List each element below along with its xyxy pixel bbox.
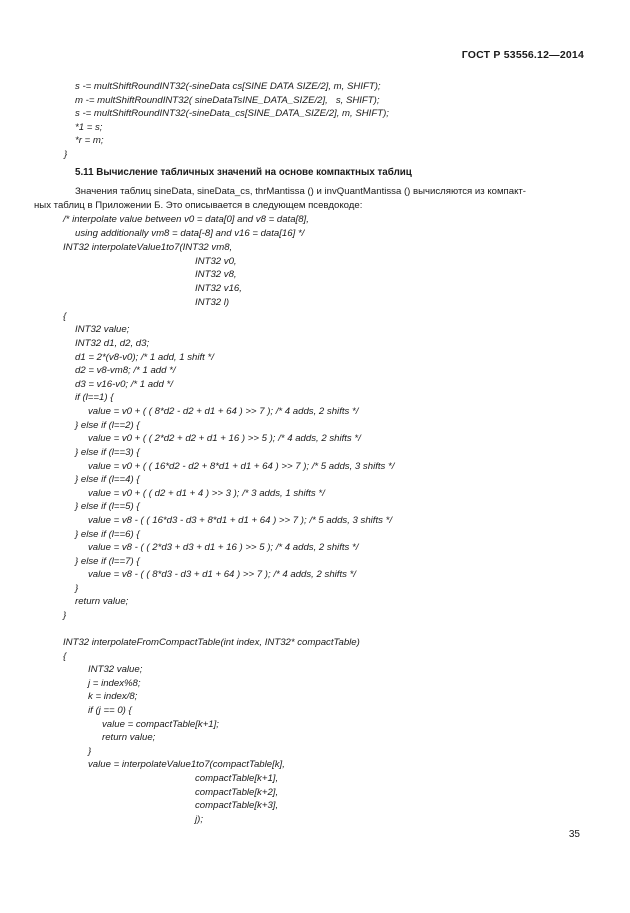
code-line: } else if (l==5) { xyxy=(75,501,140,512)
code-line: value = v0 + ( ( 8*d2 - d2 + d1 + 64 ) >> 7 ); /* 4 adds, 2 shifts */ xyxy=(88,406,359,417)
code-line: d3 = v16-v0; /* 1 add */ xyxy=(75,379,173,390)
paragraph-line: ных таблиц в Приложении Б. Это описывается в следующем псевдокоде: xyxy=(34,200,363,211)
document-header-standard: ГОСТ Р 53556.12—2014 xyxy=(461,49,584,61)
code-line: { xyxy=(63,651,67,662)
code-line: value = v0 + ( ( d2 + d1 + 4 ) >> 3 ); /* 3 adds, 1 shifts */ xyxy=(88,488,325,499)
code-line: } else if (l==7) { xyxy=(75,556,140,567)
code-line: INT32 value; xyxy=(88,664,143,675)
code-line: if (j == 0) { xyxy=(88,705,132,716)
code-line: INT32 l) xyxy=(195,297,230,308)
code-line: } xyxy=(88,746,92,757)
code-line: *r = m; xyxy=(75,135,104,146)
code-line: /* interpolate value between v0 = data[0] and v8 = data[8], xyxy=(63,214,309,225)
code-line: INT32 v8, xyxy=(195,269,237,280)
code-line: } else if (l==6) { xyxy=(75,529,140,540)
code-line: value = compactTable[k+1]; xyxy=(102,719,219,730)
code-line: } else if (l==3) { xyxy=(75,447,140,458)
code-line: } else if (l==2) { xyxy=(75,420,140,431)
code-line: INT32 interpolateValue1to7(INT32 vm8, xyxy=(63,242,233,253)
code-line: { xyxy=(63,311,67,322)
code-line: INT32 v16, xyxy=(195,283,242,294)
code-line: value = v0 + ( ( 2*d2 + d2 + d1 + 16 ) >> 5 ); /* 4 adds, 2 shifts */ xyxy=(88,433,361,444)
section-heading: 5.11 Вычисление табличных значений на основе компактных таблиц xyxy=(75,167,412,178)
code-line: value = v8 - ( ( 16*d3 - d3 + 8*d1 + d1 + 64 ) >> 7 ); /* 5 adds, 3 shifts */ xyxy=(88,515,392,526)
code-line: } xyxy=(63,610,67,621)
code-line: compactTable[k+3], xyxy=(195,800,279,811)
code-line: m -= multShiftRoundINT32( sineDataTsINE_DATA_SIZE/2], s, SHIFT); xyxy=(75,95,380,106)
code-line: j); xyxy=(195,814,203,825)
code-line: INT32 interpolateFromCompactTable(int index, INT32* compactTable) xyxy=(63,637,360,648)
code-line: INT32 v0, xyxy=(195,256,237,267)
code-line: if (l==1) { xyxy=(75,392,114,403)
code-line: using additionally vm8 = data[-8] and v16 = data[16] */ xyxy=(75,228,305,239)
code-line: INT32 value; xyxy=(75,324,130,335)
code-line: value = v0 + ( ( 16*d2 - d2 + 8*d1 + d1 + 64 ) >> 7 ); /* 5 adds, 3 shifts */ xyxy=(88,461,395,472)
code-line: s -= multShiftRoundINT32(-sineData cs[SINE DATA SIZE/2], m, SHIFT); xyxy=(75,81,381,92)
code-line: } xyxy=(64,149,68,160)
code-line: } xyxy=(75,583,79,594)
code-line: d1 = 2*(v8-v0); /* 1 add, 1 shift */ xyxy=(75,352,214,363)
code-line: s -= multShiftRoundINT32(-sineData_cs[SINE_DATA_SIZE/2], m, SHIFT); xyxy=(75,108,389,119)
code-line: return value; xyxy=(75,596,129,607)
code-line: value = v8 - ( ( 2*d3 + d3 + d1 + 16 ) >> 5 ); /* 4 adds, 2 shifts */ xyxy=(88,542,359,553)
code-line: k = index/8; xyxy=(88,691,138,702)
code-line: INT32 d1, d2, d3; xyxy=(75,338,150,349)
code-line: compactTable[k+1], xyxy=(195,773,279,784)
paragraph-line: Значения таблиц sineData, sineData_cs, thrMantissa () и invQuantMantissa () вычисляются из компакт- xyxy=(75,186,526,197)
code-line: } else if (l==4) { xyxy=(75,474,140,485)
code-line: *1 = s; xyxy=(75,122,103,133)
code-line: value = interpolateValue1to7(compactTable[k], xyxy=(88,759,285,770)
page-number: 35 xyxy=(568,829,580,840)
code-line: j = index%8; xyxy=(88,678,141,689)
code-line: compactTable[k+2], xyxy=(195,787,279,798)
code-line: value = v8 - ( ( 8*d3 - d3 + d1 + 64 ) >> 7 ); /* 4 adds, 2 shifts */ xyxy=(88,569,356,580)
code-line: d2 = v8-vm8; /* 1 add */ xyxy=(75,365,176,376)
code-line: return value; xyxy=(102,732,156,743)
